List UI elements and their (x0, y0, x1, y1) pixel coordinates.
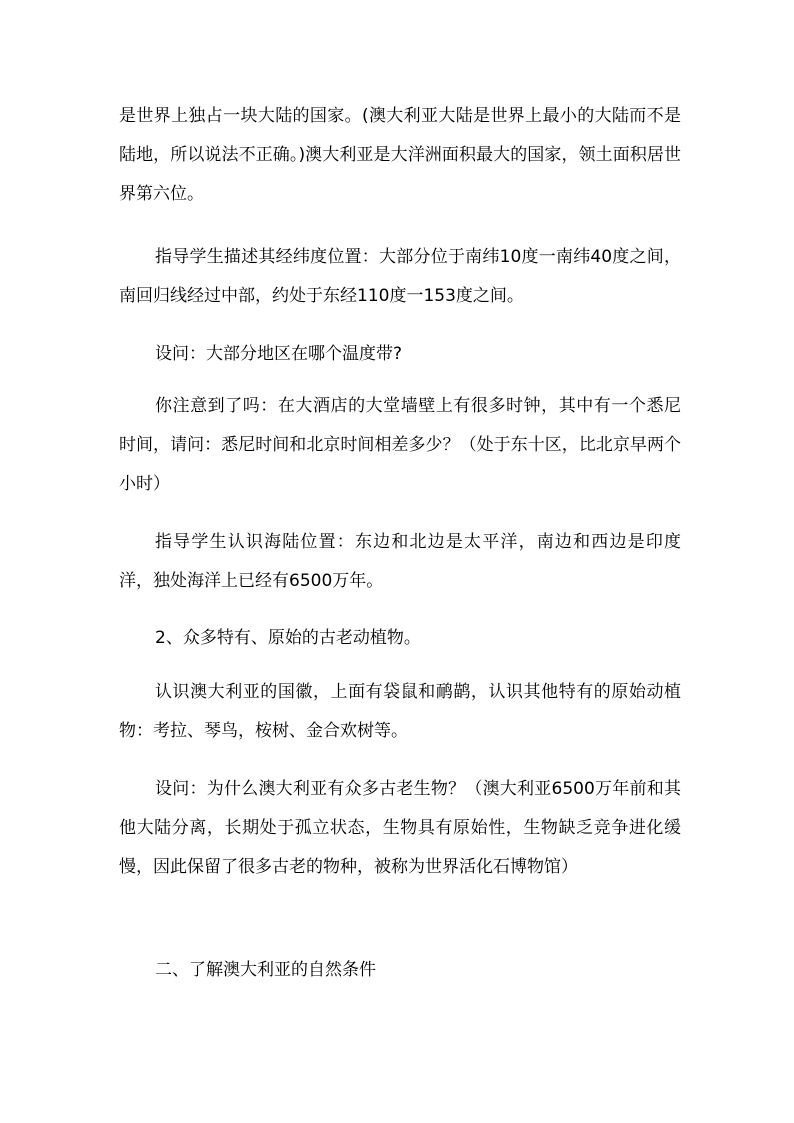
paragraph-question-ancient-life: 设问：为什么澳大利亚有众多古老生物？（澳大利亚6500万年前和其他大陆分离，长期处于孤立状态，生物具有原始性，生物缺乏竞争进化缓慢，因此保留了很多古老的物种，被称为世界活化石博物馆） (119, 779, 681, 877)
paragraph-australia-intro: 是世界上独占一块大陆的国家。(澳大利亚大陆是世界上最小的大陆而不是陆地，所以说法不正确。)澳大利亚是大洋洲面积最大的国家，领土面积居世界第六位。 (119, 106, 681, 204)
paragraph-sydney-time: 你注意到了吗：在大酒店的大堂墙壁上有很多时钟，其中有一个悉尼时间，请问：悉尼时间和北京时间相差多少？（处于东十区，比北京早两个小时） (119, 396, 681, 494)
paragraph-land-sea-position: 指导学生认识海陆位置：东边和北边是太平洋，南边和西边是印度洋，独处海洋上已经有6500万年。 (119, 532, 681, 591)
heading-ancient-species: 2、众多特有、原始的古老动植物。 (155, 628, 421, 648)
paragraph-lat-long-position: 指导学生描述其经纬度位置：大部分位于南纬10度一南纬40度之间，南回归线经过中部，约处于东经110度一153度之间。 (119, 247, 681, 306)
paragraph-question-temperature-zone: 设问：大部分地区在哪个温度带? (155, 344, 403, 364)
paragraph-national-emblem: 认识澳大利亚的国徽，上面有袋鼠和鸸鹋，认识其他特有的原始动植物：考拉、琴鸟，桉树、金合欢树等。 (119, 682, 681, 741)
heading-natural-conditions: 二、了解澳大利亚的自然条件 (155, 960, 376, 980)
